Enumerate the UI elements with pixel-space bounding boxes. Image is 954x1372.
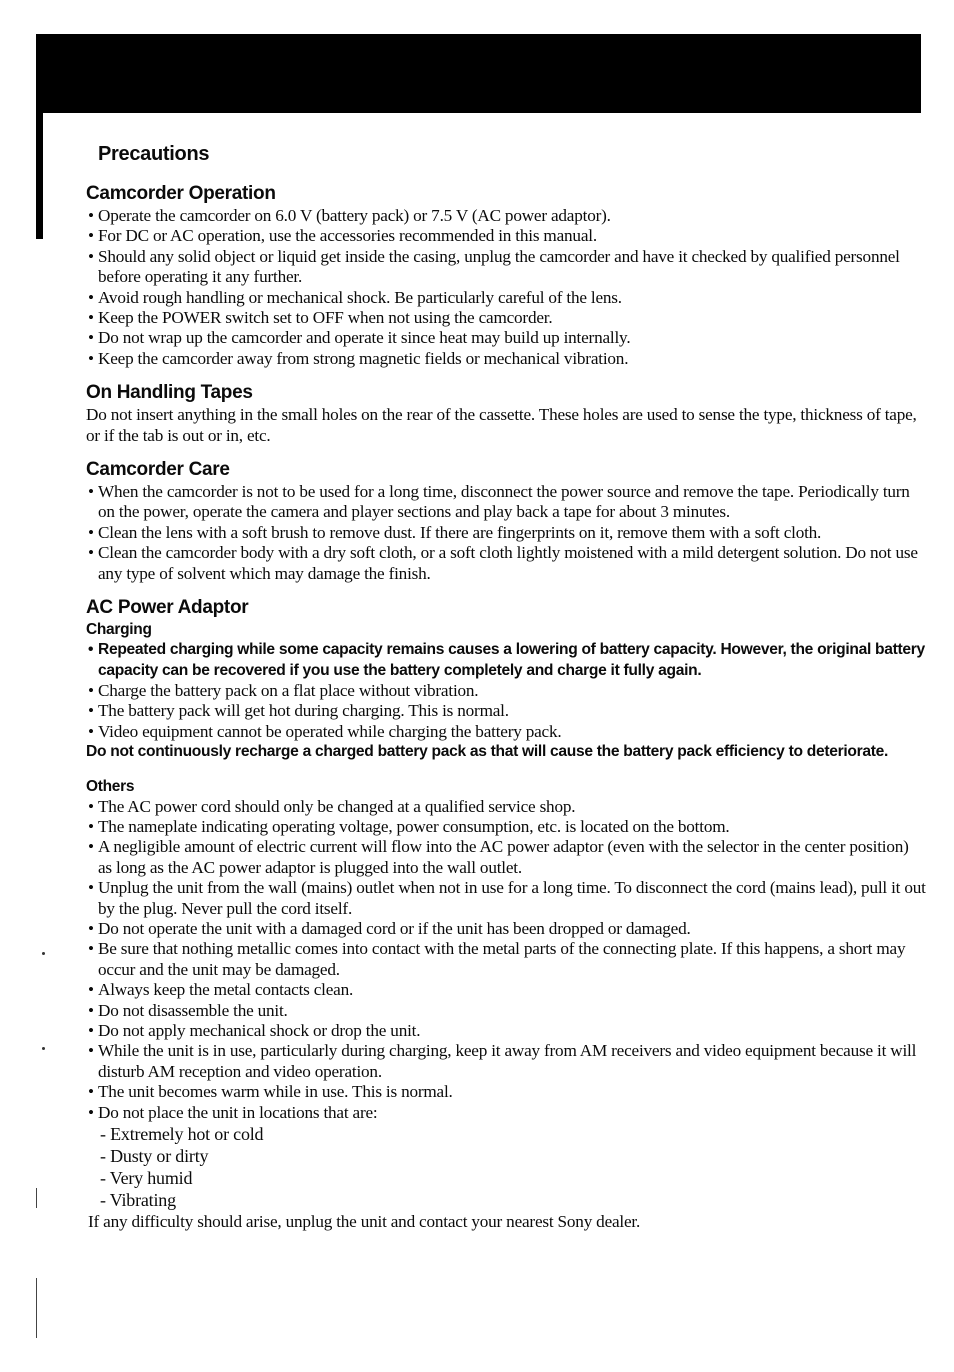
scan-speck [42,1047,45,1050]
section-title-camcorder-operation: Camcorder Operation [86,183,276,204]
list-item: • Repeated charging while some capacity remains causes a lowering of battery capacity. However, the original battery capacity can be recovered if you use the battery completely and charge it fully again. [88,640,926,681]
charging-warning: Do not continuously recharge a charged battery pack as that will cause the battery pack efficiency to deteriorate. [86,743,889,761]
left-margin-bar [36,34,43,239]
list-item: • Do not wrap up the camcorder and operate it since heat may build up internally. [88,328,926,348]
camcorder-operation-list [88,206,926,369]
list-item: • Charge the battery pack on a flat place without vibration. [88,681,926,701]
list-item: - Very humid [100,1168,193,1189]
closing-note: If any difficulty should arise, unplug the unit and contact your nearest Sony dealer. [88,1212,641,1232]
list-item: • Always keep the metal contacts clean. [88,980,926,1000]
list-item: • Video equipment cannot be operated while charging the battery pack. [88,722,926,742]
page-title: Precautions [98,143,210,165]
list-item: • Do not operate the unit with a damaged cord or if the unit has been dropped or damaged. [88,919,926,939]
left-margin-tick [36,1278,37,1338]
list-item: • Do not disassemble the unit. [88,1001,926,1021]
list-item: - Dusty or dirty [100,1146,209,1167]
list-item: • A negligible amount of electric current will flow into the AC power adaptor (even with the selector in the center position) as long as the AC power adaptor is plugged into the wall outlet. [88,837,926,878]
subsection-title-others: Others [86,777,135,795]
section-title-handling-tapes: On Handling Tapes [86,382,253,404]
list-item: • Do not place the unit in locations that are: [88,1103,926,1123]
list-item: • Clean the lens with a soft brush to remove dust. If there are fingerprints on it, remove them with a soft cloth. [88,523,926,543]
list-item: • For DC or AC operation, use the accessories recommended in this manual. [88,226,926,246]
list-item: • The battery pack will get hot during charging. This is normal. [88,701,926,721]
list-item: • Operate the camcorder on 6.0 V (battery pack) or 7.5 V (AC power adaptor). [88,206,926,226]
list-item: • Do not apply mechanical shock or drop the unit. [88,1021,926,1041]
section-title-camcorder-care: Camcorder Care [86,459,230,481]
list-item: • When the camcorder is not to be used for a long time, disconnect the power source and remove the tape. Periodically turn on the power, operate the camera and player sections and play back a tape for about 3 minutes. [88,482,926,523]
scan-speck [42,952,45,955]
subsection-title-charging: Charging [86,621,152,639]
list-item: • The AC power cord should only be changed at a qualified service shop. [88,797,926,817]
list-item: • Keep the camcorder away from strong magnetic fields or mechanical vibration. [88,349,926,369]
list-item: • While the unit is in use, particularly during charging, keep it away from AM receivers and video equipment because it will disturb AM reception and video operation. [88,1041,926,1082]
list-item: • Keep the POWER switch set to OFF when not using the camcorder. [88,308,926,328]
document-body [88,140,926,1233]
list-item: • The nameplate indicating operating voltage, power consumption, etc. is located on the bottom. [88,817,926,837]
list-item: - Vibrating [100,1190,176,1211]
charging-list [88,640,926,742]
handling-tapes-text: Do not insert anything in the small holes on the rear of the cassette. These holes are used to sense the type, thickness of tape, or if the tab is out or in, etc. [86,405,917,445]
locations-list [88,1123,926,1211]
header-band [43,34,921,113]
others-list [88,797,926,1124]
list-item: • The unit becomes warm while in use. This is normal. [88,1082,926,1102]
list-item: - Extremely hot or cold [100,1124,264,1145]
list-item: • Avoid rough handling or mechanical shock. Be particularly careful of the lens. [88,288,926,308]
left-margin-tick [36,1188,37,1208]
camcorder-care-list [88,482,926,584]
list-item: • Should any solid object or liquid get inside the casing, unplug the camcorder and have it checked by qualified personnel before operating it any further. [88,247,926,288]
list-item: • Clean the camcorder body with a dry soft cloth, or a soft cloth lightly moistened with a mild detergent solution. Do not use any type of solvent which may damage the finish. [88,543,926,584]
section-title-ac-power-adaptor: AC Power Adaptor [86,597,249,619]
list-item: • Unplug the unit from the wall (mains) outlet when not in use for a long time. To disconnect the cord (mains lead), pull it out by the plug. Never pull the cord itself. [88,878,926,919]
list-item: • Be sure that nothing metallic comes into contact with the metal parts of the connecting plate. If this happens, a short may occur and the unit may be damaged. [88,939,926,980]
